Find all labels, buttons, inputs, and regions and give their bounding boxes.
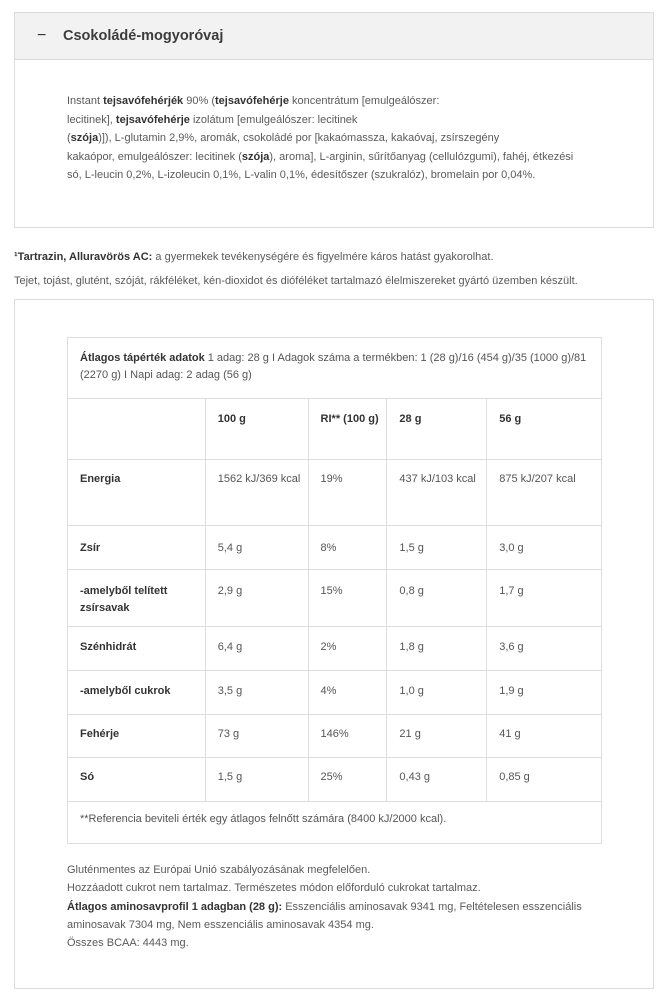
value-56g: 1,7 g	[487, 570, 602, 627]
value-28g: 1,0 g	[387, 671, 487, 715]
warning-label: ¹Tartrazin, Alluravörös AC:	[14, 251, 153, 263]
nutrition-box	[14, 299, 654, 989]
value-ri: 19%	[308, 460, 387, 526]
nutrient-name: Szénhidrát	[68, 627, 206, 671]
allergen-highlight: tejsavófehérje	[214, 95, 289, 107]
value-28g: 1,5 g	[387, 526, 487, 570]
amino-text: Esszenciális aminosavak 9341 mg, Feltételesen esszenciális aminosavak 7304 mg, Nem esszenciális aminosavak 4354 mg.	[67, 900, 582, 931]
value-28g: 21 g	[387, 715, 487, 758]
table-row	[68, 671, 602, 715]
value-per-100g: 73 g	[205, 715, 308, 758]
accordion-header[interactable]	[14, 12, 654, 60]
header-cell: 56 g	[487, 399, 602, 460]
ingredient-text: (	[67, 132, 71, 144]
collapse-icon[interactable]: −	[37, 27, 47, 44]
table-row	[68, 758, 602, 802]
nutrient-name: -amelyből telített zsírsavak	[68, 570, 206, 627]
ingredient-text: Instant	[67, 95, 104, 107]
value-56g: 875 kJ/207 kcal	[487, 460, 602, 526]
value-28g: 437 kJ/103 kcal	[387, 460, 487, 526]
table-row	[68, 715, 602, 758]
value-per-100g: 5,4 g	[205, 526, 308, 570]
sugar-note: Hozzáadott cukrot nem tartalmaz. Természetes módon előforduló cukrokat tartalmaz.	[67, 882, 481, 895]
value-per-100g: 1562 kJ/369 kcal	[205, 460, 308, 526]
nutrient-name: Zsír	[68, 526, 206, 570]
ingredient-text: koncentrátum [emulgeálószer:	[288, 95, 440, 107]
ingredient-text: ), aroma], L-arginin, sűrítőanyag (cellulózgumi), fahéj, étkezési	[269, 150, 574, 163]
ingredients-text	[67, 92, 607, 185]
value-per-100g: 6,4 g	[205, 627, 308, 671]
allergen-highlight: szója	[241, 150, 270, 163]
header-cell: 28 g	[387, 399, 487, 460]
nutrient-name: Fehérje	[68, 715, 206, 758]
value-per-100g: 1,5 g	[205, 758, 308, 802]
caption-text: 1 adag: 28 g I Adagok száma a termékben: 1 (28 g)/16 (454 g)/35 (1000 g)/81 (2270 g) I Napi adag: 2 adag (56 g)	[80, 352, 587, 381]
nutrition-caption	[68, 338, 602, 399]
nutrient-name: Energia	[68, 460, 206, 526]
ingredient-text: )]), L-glutamin 2,9%, aromák, csokoládé por [kakaómassza, kakaóvaj, zsírszegény	[98, 132, 500, 144]
ingredient-text: kakaópor, emulgeálószer: lecitinek (	[67, 150, 242, 163]
header-cell: RI** (100 g)	[308, 399, 387, 460]
allergen-note: Tejet, tojást, glutént, szóját, rákféléket, kén-dioxidot és dióféléket tartalmazó élelmiszereket gyártó üzemben készült.	[14, 275, 578, 287]
allergen-highlight: tejsavófehérjék	[103, 95, 184, 107]
nutrient-name: -amelyből cukrok	[68, 671, 206, 715]
gluten-free-note: Gluténmentes az Európai Unió szabályozásának megfelelően.	[67, 864, 371, 876]
allergen-highlight: tejsavófehérje	[115, 113, 190, 126]
value-ri: 2%	[308, 627, 387, 671]
value-56g: 1,9 g	[487, 671, 602, 715]
value-56g: 3,6 g	[487, 627, 602, 671]
table-row	[68, 460, 602, 526]
nutrition-table	[67, 337, 602, 844]
value-28g: 1,8 g	[387, 627, 487, 671]
table-header-row	[68, 399, 602, 460]
colorant-warning	[14, 249, 494, 265]
value-56g: 41 g	[487, 715, 602, 758]
header-cell	[68, 399, 206, 460]
accordion-title: Csokoládé-mogyoróvaj	[63, 28, 224, 44]
nutrient-name: Só	[68, 758, 206, 802]
nutrition-footer	[67, 861, 627, 952]
caption-label: Átlagos tápérték adatok	[80, 352, 205, 364]
accordion-body	[14, 60, 654, 228]
value-ri: 4%	[308, 671, 387, 715]
value-per-100g: 2,9 g	[205, 570, 308, 627]
value-ri: 146%	[308, 715, 387, 758]
value-ri: 8%	[308, 526, 387, 570]
value-56g: 3,0 g	[487, 526, 602, 570]
value-ri: 25%	[308, 758, 387, 802]
amino-profile	[67, 898, 627, 935]
table-row	[68, 526, 602, 570]
header-cell: 100 g	[205, 399, 308, 460]
ingredient-text: lecitinek],	[67, 113, 116, 126]
ingredient-text: izolátum [emulgeálószer: lecitinek	[189, 113, 358, 126]
allergen-highlight: szója	[70, 132, 99, 144]
reference-note: **Referencia beviteli érték egy átlagos felnőtt számára (8400 kJ/2000 kcal).	[68, 802, 602, 844]
table-row	[68, 627, 602, 671]
bcaa-note: Összes BCAA: 4443 mg.	[67, 937, 189, 950]
table-row	[68, 570, 602, 627]
value-per-100g: 3,5 g	[205, 671, 308, 715]
value-28g: 0,8 g	[387, 570, 487, 627]
value-56g: 0,85 g	[487, 758, 602, 802]
warning-text: a gyermekek tevékenységére és figyelmére káros hatást gyakorolhat.	[152, 251, 494, 263]
amino-label: Átlagos aminosavprofil 1 adagban (28 g):	[67, 900, 283, 913]
value-ri: 15%	[308, 570, 387, 627]
ingredient-text: 90% (	[183, 95, 215, 107]
ingredient-text: só, L-leucin 0,2%, L-izoleucin 0,1%, L-valin 0,1%, édesítőszer (szukralóz), bromelain por 0,04%.	[67, 169, 536, 181]
value-28g: 0,43 g	[387, 758, 487, 802]
